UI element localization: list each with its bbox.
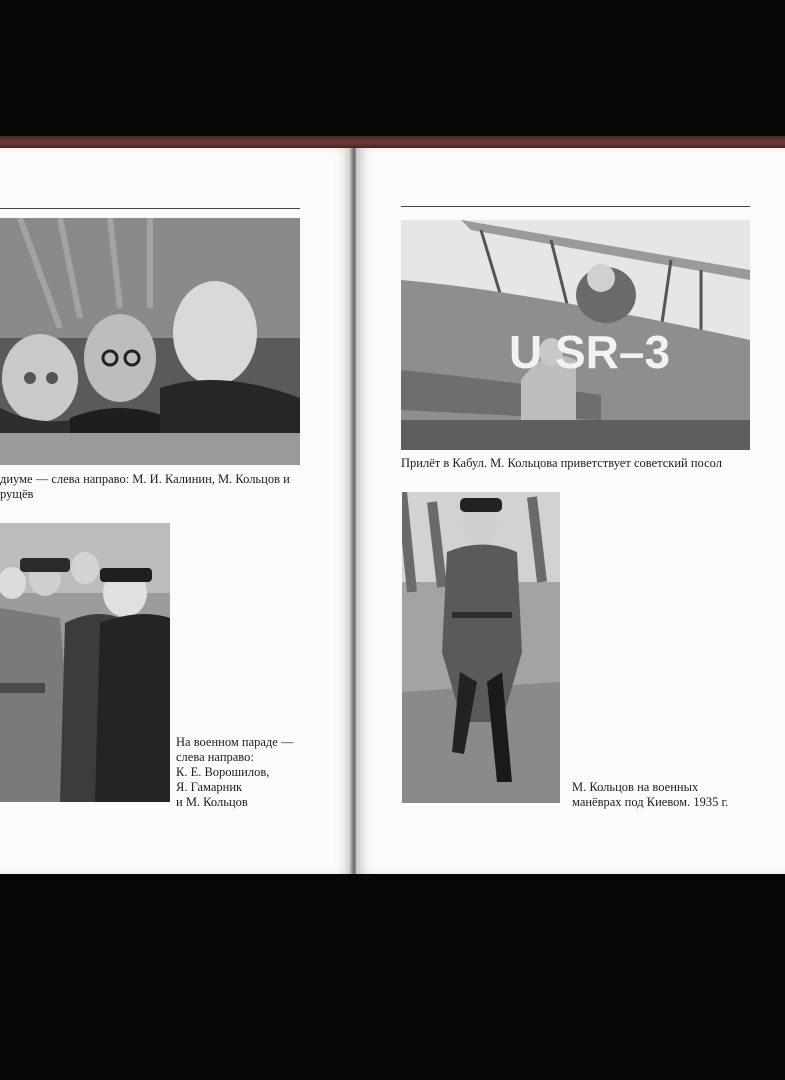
aircraft-registration: U SR–3 <box>509 326 671 378</box>
airplane-caption: Прилёт в Кабул. М. Кольцова приветствует советский посол <box>401 456 722 470</box>
maneuvers-photo <box>402 492 560 803</box>
parade-caption: На военном параде — слева направо: К. Е. Ворошилов, Я. Гамарник и М. Кольцов <box>176 735 294 809</box>
right-page <box>356 148 785 874</box>
presidium-caption: диуме — слева направо: М. И. Калинин, М. Кольцов и рущёв <box>0 472 290 501</box>
parade-photo <box>0 523 170 802</box>
left-page <box>0 148 352 874</box>
maneuvers-caption: М. Кольцов на военных манёврах под Киевом. 1935 г. <box>572 780 729 809</box>
top-rule <box>401 206 750 207</box>
presidium-photo <box>0 218 300 465</box>
airplane-photo <box>401 220 750 450</box>
top-rule <box>0 208 300 209</box>
